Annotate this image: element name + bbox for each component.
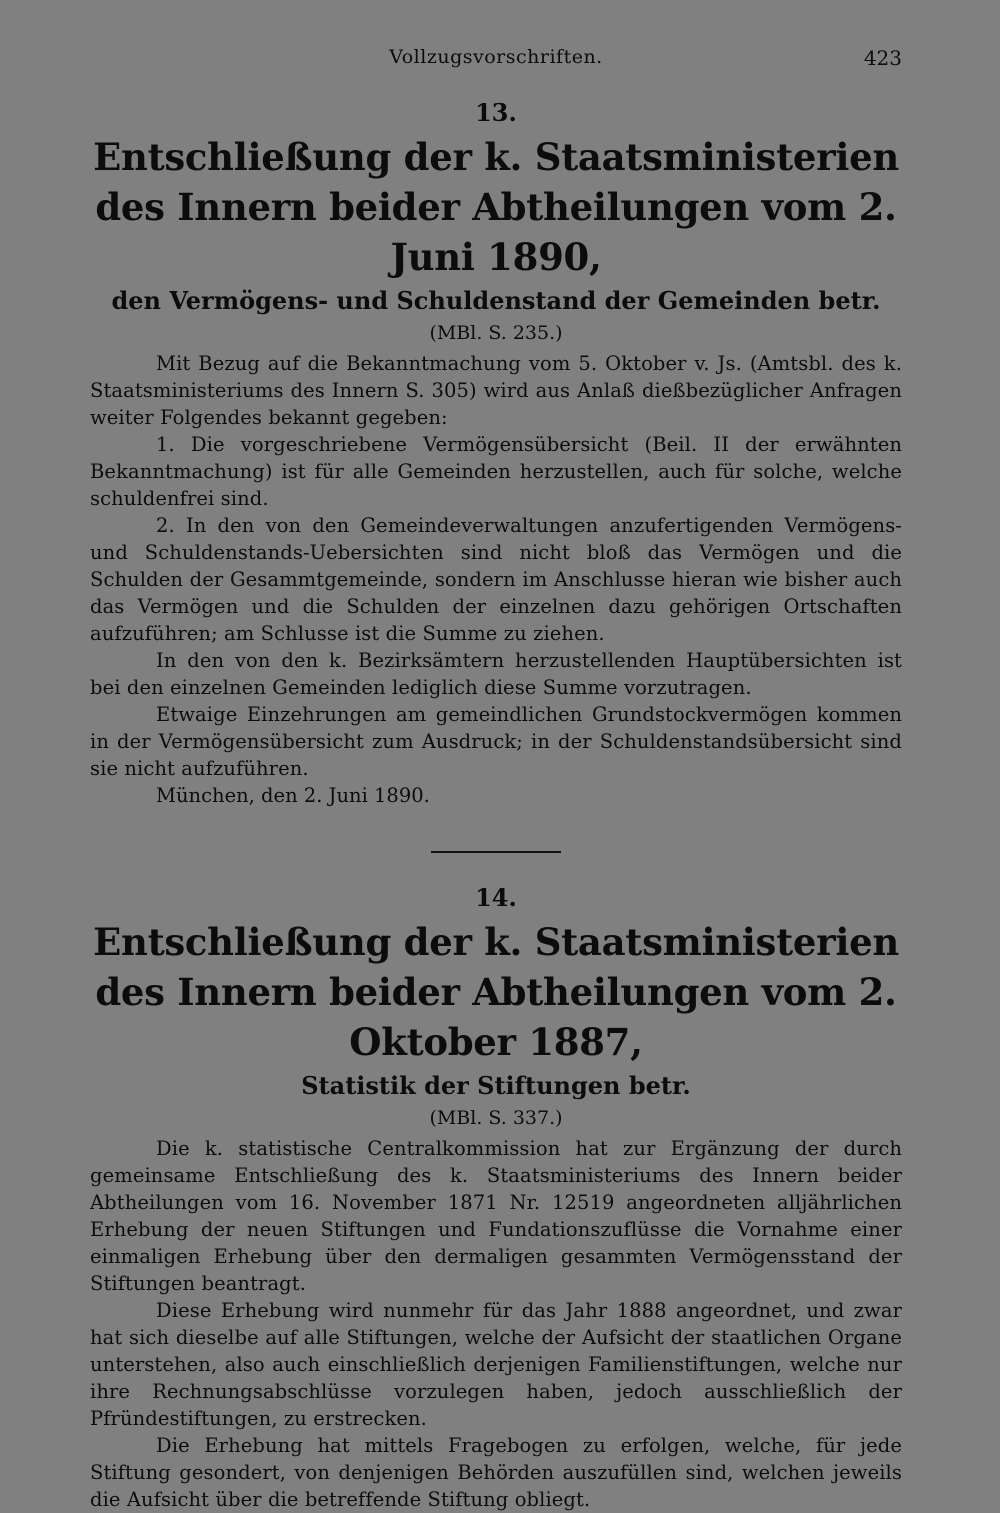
section-subtitle: Statistik der Stiftungen betr. — [301, 1071, 691, 1100]
section-title: Entschließung der k. Staatsministerien des Innern beider Abtheilungen vom 2. Oktober 1887, — [93, 920, 899, 1064]
page-number: 423 — [863, 46, 902, 70]
running-head-title: Vollzugsvorschriften. — [389, 46, 603, 68]
section-subtitle: den Vermögens- und Schuldenstand der Gemeinden betr. — [111, 286, 881, 315]
section-13 — [90, 98, 902, 809]
paragraph: Die Erhebung hat mittels Fragebogen zu erfolgen, welche, für jede Stiftung gesondert, von denjenigen Behörden auszufüllen sind, welchen jeweils die Aufsicht über die betreffende Stiftung obliegt. — [90, 1434, 902, 1511]
paragraph: Die k. statistische Centralkommission hat zur Ergänzung der durch gemeinsame Entschließung des k. Staatsministeriums des Innern beider Abtheilungen vom 16. November 1871 Nr. 12519 angeordneten alljährlichen Erhebung der neuen Stiftungen und Fundationszuflüsse die Vornahme einer einmaligen Erhebung über den dermaligen gesammten Vermögensstand der Stiftungen beantragt. — [90, 1137, 902, 1295]
section-number: 13. — [475, 98, 517, 127]
section-reference: (MBl. S. 337.) — [429, 1107, 563, 1129]
section-divider — [431, 851, 561, 853]
section-reference: (MBl. S. 235.) — [429, 322, 563, 344]
section-number: 14. — [475, 883, 517, 912]
place-date: München, den 2. Juni 1890. — [156, 784, 430, 807]
running-head — [90, 40, 902, 80]
section-title: Entschließung der k. Staatsministerien des Innern beider Abtheilungen vom 2. Juni 1890, — [93, 135, 899, 279]
paragraph: Diese Erhebung wird nunmehr für das Jahr 1888 angeordnet, und zwar hat sich dieselbe auf alle Stiftungen, welche der Aufsicht der staatlichen Organe unterstehen, also auch einschließlich derjenigen Familienstiftungen, welche nur ihre Rechnungsabschlüsse vorzulegen haben, jedoch ausschließlich der Pfründestiftungen, zu erstrecken. — [90, 1299, 902, 1430]
paragraph: In den von den k. Bezirksämtern herzustellenden Hauptübersichten ist bei den einzelnen Gemeinden lediglich diese Summe vorzutragen. — [90, 649, 902, 699]
section-14 — [90, 883, 902, 1513]
document-page — [90, 40, 902, 1513]
paragraph: Mit Bezug auf die Bekanntmachung vom 5. Oktober v. Js. (Amtsbl. des k. Staatsministeriums des Innern S. 305) wird aus Anlaß dießbezüglicher Anfragen weiter Folgendes bekannt gegeben: — [90, 352, 902, 429]
paragraph: 1. Die vorgeschriebene Vermögensübersicht (Beil. II der erwähnten Bekanntmachung) ist für alle Gemeinden herzustellen, auch für solche, welche schuldenfrei sind. — [90, 433, 902, 510]
paragraph: Etwaige Einzehrungen am gemeindlichen Grundstockvermögen kommen in der Vermögensübersicht zum Ausdruck; in der Schuldenstandsübersicht sind sie nicht aufzuführen. — [90, 703, 902, 780]
paragraph: 2. In den von den Gemeindeverwaltungen anzufertigenden Vermögens- und Schuldenstands-Uebersichten sind nicht bloß das Vermögen und die Schulden der Gesammtgemeinde, sondern im Anschlusse hieran wie bisher auch das Vermögen und die Schulden der einzelnen dazu gehörigen Ortschaften aufzuführen; am Schlusse ist die Summe zu ziehen. — [90, 514, 902, 645]
